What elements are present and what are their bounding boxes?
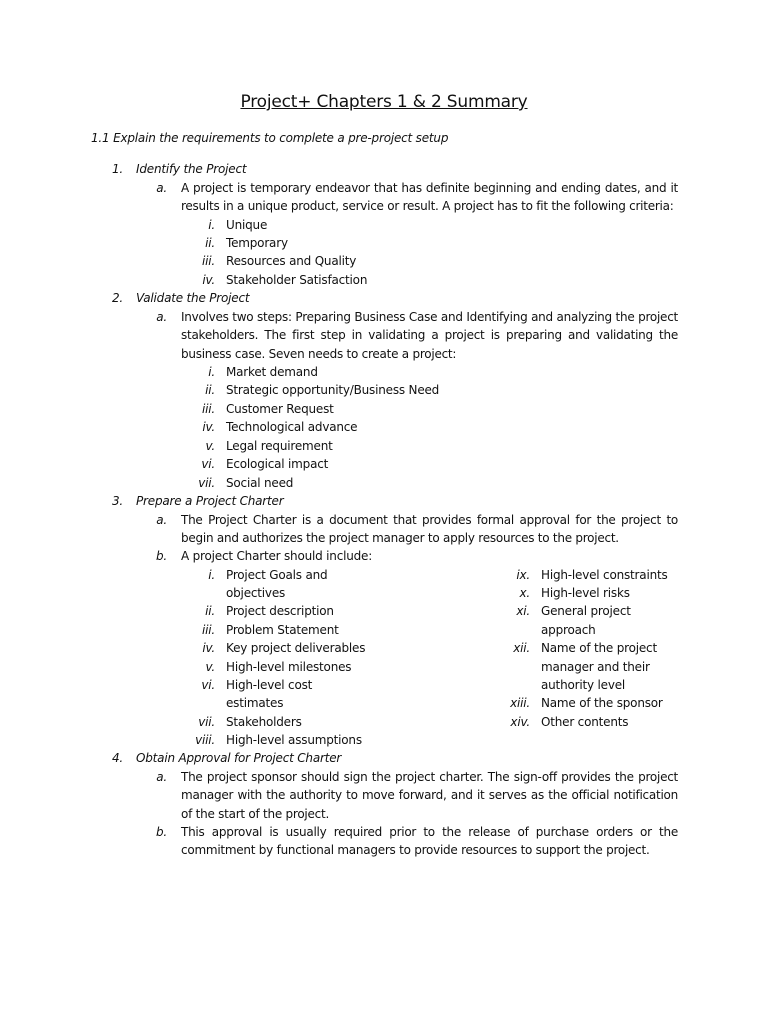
sub-letter: b. [155, 549, 167, 563]
sub-letter: a. [156, 310, 167, 324]
list-item: Market demand [226, 365, 318, 379]
list-item: General project [541, 604, 631, 618]
list-item: High-level risks [541, 586, 630, 600]
list-number: i. [208, 568, 215, 582]
item-number: 2. [111, 291, 123, 305]
list-item: Name of the sponsor [541, 696, 663, 710]
list-item: High-level constraints [541, 568, 668, 582]
list-item-continuation: objectives [226, 586, 286, 600]
sub-letter: a. [156, 181, 167, 195]
list-number: vii. [198, 476, 215, 490]
item-heading: Obtain Approval for Project Charter [136, 751, 342, 765]
list-item-continuation: authority level [541, 678, 626, 692]
list-item: Other contents [541, 715, 629, 729]
list-number: iv. [202, 641, 215, 655]
list-number: viii. [195, 733, 215, 747]
list-item: Technological advance [226, 420, 358, 434]
list-item-continuation: estimates [226, 696, 284, 710]
list-item: Legal requirement [226, 439, 333, 453]
list-number: iii. [201, 402, 215, 416]
list-number: ii. [205, 604, 215, 618]
sub-paragraph: A project Charter should include: [181, 549, 373, 563]
sub-paragraph: A project is temporary endeavor that has definite beginning and ending dates, and it results in a unique product, service or result. A project has to fit the following criteria: [181, 181, 678, 214]
list-item: Stakeholder Satisfaction [226, 273, 368, 287]
list-item: High-level assumptions [226, 733, 362, 747]
list-item: Customer Request [226, 402, 334, 416]
item-number: 3. [111, 494, 123, 508]
list-number: iv. [202, 420, 215, 434]
item-number: 4. [111, 751, 123, 765]
list-number: ii. [205, 236, 215, 250]
list-item: Strategic opportunity/Business Need [226, 383, 440, 397]
list-item-continuation: manager and their [541, 660, 650, 674]
list-item: Problem Statement [226, 623, 339, 637]
list-number: vi. [201, 457, 215, 471]
list-item: Ecological impact [226, 457, 329, 471]
list-number: i. [208, 218, 215, 232]
sub-paragraph: The project sponsor should sign the project charter. The sign-off provides the project manager with the authority to move forward, and it serves as the official notification of the start of the project. [181, 770, 678, 821]
list-number: ix. [516, 568, 530, 582]
item-heading: Validate the Project [136, 291, 250, 305]
sub-letter: a. [156, 770, 167, 784]
list-item: Project description [226, 604, 334, 618]
list-item: Stakeholders [226, 715, 302, 729]
list-item: Resources and Quality [226, 254, 357, 268]
list-number: x. [519, 586, 530, 600]
list-number: vii. [198, 715, 215, 729]
list-number: xiv. [510, 715, 530, 729]
list-item: Social need [226, 476, 294, 490]
list-item: Key project deliverables [226, 641, 366, 655]
list-item: Name of the project [541, 641, 657, 655]
sub-letter: a. [156, 513, 167, 527]
list-number: vi. [201, 678, 215, 692]
page-title: Project+ Chapters 1 & 2 Summary [240, 92, 528, 112]
list-number: v. [205, 660, 215, 674]
list-item: Unique [226, 218, 268, 232]
list-item-continuation: approach [541, 623, 596, 637]
item-heading: Prepare a Project Charter [136, 494, 284, 508]
section-heading: 1.1 Explain the requirements to complete a pre-project setup [91, 131, 449, 145]
list-number: xii. [513, 641, 530, 655]
list-number: ii. [205, 383, 215, 397]
list-number: iv. [202, 273, 215, 287]
list-number: v. [205, 439, 215, 453]
list-number: xi. [516, 604, 530, 618]
list-item: High-level milestones [226, 660, 352, 674]
list-number: iii. [201, 623, 215, 637]
list-item: High-level cost [226, 678, 313, 692]
list-item: Temporary [226, 236, 288, 250]
sub-paragraph: The Project Charter is a document that provides formal approval for the project to begin and authorizes the project manager to apply resources to the project. [181, 513, 678, 546]
item-heading: Identify the Project [136, 162, 247, 176]
sub-letter: b. [155, 825, 167, 839]
item-number: 1. [111, 162, 123, 176]
sub-paragraph: Involves two steps: Preparing Business Case and Identifying and analyzing the project stakeholders. The first step in validating a project is preparing and validating the business case. Seven needs to create a project: [181, 310, 678, 361]
list-item: Project Goals and [226, 568, 328, 582]
list-number: xiii. [510, 696, 530, 710]
list-number: iii. [201, 254, 215, 268]
list-number: i. [208, 365, 215, 379]
sub-paragraph: This approval is usually required prior to the release of purchase orders or the commitment by functional managers to provide resources to support the project. [181, 825, 678, 858]
